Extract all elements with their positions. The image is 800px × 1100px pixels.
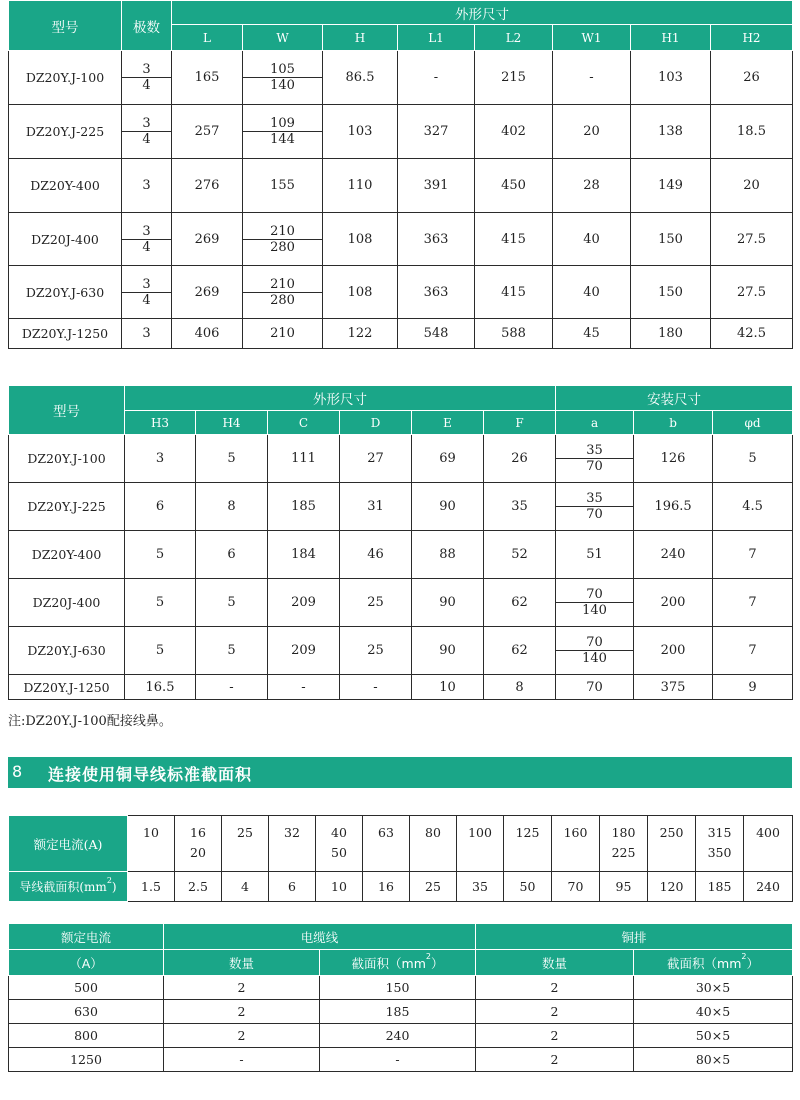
header-col: H2 — [711, 25, 793, 51]
table-row — [9, 105, 793, 159]
header-col: C — [268, 411, 340, 435]
table-row — [9, 435, 793, 483]
value-cell: 86.5 — [323, 51, 398, 105]
value-cell: 7 — [713, 579, 793, 627]
header-col: H1 — [631, 25, 711, 51]
table-row — [9, 51, 793, 105]
current-cell — [269, 816, 316, 872]
a-value: 35 — [586, 443, 603, 458]
cable-area: 150 — [320, 976, 476, 1000]
value-cell: 3 — [125, 435, 196, 483]
cable-busbar-table — [8, 923, 793, 1072]
value-cell: 110 — [323, 159, 398, 213]
a-value: 70 — [556, 675, 634, 700]
poles-value: 3 — [122, 319, 172, 349]
width-value: 210 — [243, 319, 323, 349]
width-value: 280 — [243, 239, 322, 255]
value-cell: 240 — [634, 531, 713, 579]
value-cell: 103 — [631, 51, 711, 105]
table-row — [9, 483, 793, 531]
value-cell: 588 — [475, 319, 553, 349]
bar-area: 80×5 — [634, 1048, 793, 1072]
section-number: 8 — [12, 762, 23, 781]
current-cell — [648, 816, 696, 872]
current-value: 1250 — [9, 1048, 164, 1072]
header-mounting-dimensions: 安装尺寸 — [556, 386, 793, 411]
value-cell: 4.5 — [713, 483, 793, 531]
value-cell: 8 — [484, 675, 556, 700]
current-cell — [410, 816, 457, 872]
value-cell: 138 — [631, 105, 711, 159]
current-cell — [363, 816, 410, 872]
value-cell: 327 — [398, 105, 475, 159]
footnote: 注:DZ20Y.J-100配接线鼻。 — [8, 714, 172, 729]
section-value: 10 — [316, 872, 363, 902]
table-row — [9, 1024, 793, 1048]
header-bar-area: 截面积$(mm^2)$ — [634, 950, 793, 976]
poles-value: 3 — [142, 62, 151, 77]
section-title: 连接使用铜导线标准截面积 — [48, 765, 253, 784]
section-value: 25 — [410, 872, 457, 902]
current-cell — [316, 816, 363, 872]
header-col: a — [556, 411, 634, 435]
value-cell: - — [196, 675, 268, 700]
current-value: 180 — [611, 825, 636, 840]
value-cell: 62 — [484, 579, 556, 627]
header-col: W — [243, 25, 323, 51]
cable-qty: 2 — [164, 976, 320, 1000]
current-cell — [552, 816, 600, 872]
poles-value: 3 — [142, 223, 151, 239]
width-value: 210 — [270, 276, 295, 292]
a-value: 70 — [556, 507, 633, 523]
header-outline-dimensions: 外形尺寸 — [172, 1, 793, 25]
value-cell: 108 — [323, 213, 398, 266]
value-cell: 6 — [125, 483, 196, 531]
value-cell: 111 — [268, 435, 340, 483]
cable-qty: 2 — [164, 1000, 320, 1024]
section-value: 70 — [552, 872, 600, 902]
value-cell: 215 — [475, 51, 553, 105]
value-cell: 31 — [340, 483, 412, 531]
poles-value: 4 — [122, 292, 171, 308]
section-value: 95 — [600, 872, 648, 902]
model-cell: DZ20Y-400 — [9, 159, 122, 213]
value-cell: 7 — [713, 531, 793, 579]
header-unit: （A） — [9, 950, 164, 976]
value-cell: 10 — [412, 675, 484, 700]
model-cell: DZ20Y.J-1250 — [9, 319, 122, 349]
bar-qty: 2 — [476, 1048, 634, 1072]
value-cell: 103 — [323, 105, 398, 159]
value-cell: 185 — [268, 483, 340, 531]
value-cell: 9 — [713, 675, 793, 700]
header-busbar: 铜排 — [476, 924, 793, 950]
current-cell — [600, 816, 648, 872]
value-cell: 90 — [412, 483, 484, 531]
width-value: 140 — [243, 78, 322, 94]
header-col: W1 — [553, 25, 631, 51]
value-cell: 5 — [713, 435, 793, 483]
value-cell: 5 — [196, 579, 268, 627]
table-row — [9, 675, 793, 700]
value-cell: 196.5 — [634, 483, 713, 531]
current-cell — [696, 816, 744, 872]
width-value: 144 — [243, 132, 322, 148]
value-cell: 402 — [475, 105, 553, 159]
poles-value: 3 — [122, 159, 172, 213]
value-cell: 165 — [172, 51, 243, 105]
value-cell: 7 — [713, 627, 793, 675]
a-value: 70 — [586, 587, 603, 602]
header-model: 型号 — [9, 1, 122, 51]
current-cell — [744, 816, 793, 872]
table-row — [9, 159, 793, 213]
value-cell: 415 — [475, 266, 553, 319]
model-cell: DZ20Y-400 — [9, 531, 125, 579]
current-value: 80 — [425, 825, 441, 840]
value-cell: 5 — [125, 531, 196, 579]
value-cell: 391 — [398, 159, 475, 213]
a-value: 35 — [586, 491, 603, 506]
value-cell: 450 — [475, 159, 553, 213]
current-value: 63 — [378, 825, 394, 840]
value-cell: 27.5 — [711, 266, 793, 319]
current-value: 400 — [756, 825, 780, 840]
current-value: 225 — [611, 845, 636, 860]
value-cell: 18.5 — [711, 105, 793, 159]
value-cell: 126 — [634, 435, 713, 483]
value-cell: 20 — [553, 105, 631, 159]
table-row — [9, 213, 793, 266]
header-cable-qty: 数量 — [164, 950, 320, 976]
value-cell: 5 — [125, 627, 196, 675]
current-value: 50 — [331, 845, 347, 860]
current-label: 额定电流(A) — [9, 816, 128, 872]
value-cell: 5 — [196, 627, 268, 675]
value-cell: 269 — [172, 213, 243, 266]
value-cell: 40 — [553, 266, 631, 319]
cable-qty: 2 — [164, 1024, 320, 1048]
current-value: 630 — [9, 1000, 164, 1024]
header-outline-dimensions: 外形尺寸 — [125, 386, 556, 411]
cable-area: - — [320, 1048, 476, 1072]
model-cell: DZ20Y.J-225 — [9, 105, 122, 159]
current-value: 10 — [143, 825, 159, 840]
header-model: 型号 — [9, 386, 125, 435]
current-row — [9, 816, 793, 872]
value-cell: 122 — [323, 319, 398, 349]
bar-qty: 2 — [476, 1024, 634, 1048]
current-value: 100 — [468, 825, 492, 840]
section-banner — [8, 757, 792, 788]
value-cell: 150 — [631, 213, 711, 266]
value-cell: 28 — [553, 159, 631, 213]
current-value: 25 — [237, 825, 253, 840]
header-rated-current: 额定电流 — [9, 924, 164, 950]
bar-area: 30×5 — [634, 976, 793, 1000]
header-col: E — [412, 411, 484, 435]
dimension-table-2 — [8, 385, 793, 700]
value-cell: 69 — [412, 435, 484, 483]
header-col: H3 — [125, 411, 196, 435]
value-cell: - — [398, 51, 475, 105]
header-cable-area: 截面积$(mm^2)$ — [320, 950, 476, 976]
value-cell: 26 — [484, 435, 556, 483]
current-value: 125 — [515, 825, 540, 840]
model-cell: DZ20J-400 — [9, 579, 125, 627]
cable-qty: - — [164, 1048, 320, 1072]
current-cell — [504, 816, 552, 872]
bar-qty: 2 — [476, 1000, 634, 1024]
value-cell: 363 — [398, 266, 475, 319]
bar-area: 40×5 — [634, 1000, 793, 1024]
section-value: 185 — [696, 872, 744, 902]
a-value: 140 — [556, 603, 633, 619]
current-value: 160 — [563, 825, 588, 840]
width-value: 105 — [270, 62, 295, 77]
value-cell: 200 — [634, 627, 713, 675]
header-col: L — [172, 25, 243, 51]
current-cell — [457, 816, 504, 872]
value-cell: 108 — [323, 266, 398, 319]
header-cable: 电缆线 — [164, 924, 476, 950]
a-value: 70 — [586, 635, 603, 650]
value-cell: 42.5 — [711, 319, 793, 349]
current-value: 40 — [331, 825, 347, 840]
value-cell: 276 — [172, 159, 243, 213]
model-cell: DZ20Y.J-100 — [9, 51, 122, 105]
table-row — [9, 627, 793, 675]
poles-value: 3 — [142, 116, 151, 131]
table-row — [9, 976, 793, 1000]
value-cell: 209 — [268, 579, 340, 627]
section-value: 120 — [648, 872, 696, 902]
current-cell — [128, 816, 175, 872]
a-value: 140 — [556, 651, 633, 667]
table-row — [9, 1048, 793, 1072]
bar-qty: 2 — [476, 976, 634, 1000]
section-value: 240 — [744, 872, 793, 902]
header-bar-qty: 数量 — [476, 950, 634, 976]
section-value: 6 — [269, 872, 316, 902]
value-cell: - — [340, 675, 412, 700]
value-cell: 8 — [196, 483, 268, 531]
value-cell: 26 — [711, 51, 793, 105]
value-cell: 90 — [412, 579, 484, 627]
value-cell: 150 — [631, 266, 711, 319]
model-cell: DZ20J-400 — [9, 213, 122, 266]
value-cell: 40 — [553, 213, 631, 266]
section-value: 4 — [222, 872, 269, 902]
header-col: F — [484, 411, 556, 435]
table-row — [9, 1000, 793, 1024]
value-cell: 269 — [172, 266, 243, 319]
value-cell: 25 — [340, 627, 412, 675]
section-value: 2.5 — [175, 872, 222, 902]
value-cell: 52 — [484, 531, 556, 579]
width-value: 109 — [270, 116, 295, 131]
value-cell: 200 — [634, 579, 713, 627]
value-cell: 88 — [412, 531, 484, 579]
header-poles: 极数 — [122, 1, 172, 51]
header-col: b — [634, 411, 713, 435]
value-cell: 27.5 — [711, 213, 793, 266]
bar-area: 50×5 — [634, 1024, 793, 1048]
current-value: 350 — [707, 845, 732, 860]
header-col: L2 — [475, 25, 553, 51]
value-cell: 257 — [172, 105, 243, 159]
a-value: 70 — [556, 459, 633, 475]
value-cell: 406 — [172, 319, 243, 349]
current-value: 500 — [9, 976, 164, 1000]
section-value: 50 — [504, 872, 552, 902]
value-cell: 5 — [125, 579, 196, 627]
value-cell: 363 — [398, 213, 475, 266]
value-cell: 548 — [398, 319, 475, 349]
header-col: H — [323, 25, 398, 51]
value-cell: - — [553, 51, 631, 105]
cable-area: 185 — [320, 1000, 476, 1024]
value-cell: 90 — [412, 627, 484, 675]
value-cell: 6 — [196, 531, 268, 579]
poles-value: 4 — [122, 132, 171, 148]
table-row — [9, 579, 793, 627]
table-row — [9, 531, 793, 579]
value-cell: 25 — [340, 579, 412, 627]
value-cell: 184 — [268, 531, 340, 579]
table-row — [9, 266, 793, 319]
conductor-section-table — [8, 815, 793, 902]
current-value: 16 — [190, 825, 206, 840]
model-cell: DZ20Y.J-630 — [9, 627, 125, 675]
section-value: 16 — [363, 872, 410, 902]
current-cell — [175, 816, 222, 872]
current-value: 315 — [707, 825, 732, 840]
section-value: 1.5 — [128, 872, 175, 902]
poles-value: 4 — [122, 239, 171, 255]
value-cell: 27 — [340, 435, 412, 483]
current-cell — [222, 816, 269, 872]
header-col: L1 — [398, 25, 475, 51]
value-cell: 45 — [553, 319, 631, 349]
cable-area: 240 — [320, 1024, 476, 1048]
header-col: D — [340, 411, 412, 435]
poles-value: 4 — [122, 78, 171, 94]
a-value: 51 — [556, 531, 634, 579]
value-cell: 20 — [711, 159, 793, 213]
value-cell: 415 — [475, 213, 553, 266]
value-cell: 5 — [196, 435, 268, 483]
value-cell: 62 — [484, 627, 556, 675]
table-row — [9, 319, 793, 349]
dimension-table-1 — [8, 0, 793, 349]
value-cell: 209 — [268, 627, 340, 675]
current-value: 32 — [284, 825, 300, 840]
model-cell: DZ20Y.J-225 — [9, 483, 125, 531]
section-value: 35 — [457, 872, 504, 902]
width-value: 210 — [270, 223, 295, 239]
header-col: φd — [713, 411, 793, 435]
section-label: 导线截面积$(mm^2)$ — [9, 872, 128, 902]
value-cell: 375 — [634, 675, 713, 700]
current-value: 20 — [190, 845, 206, 860]
value-cell: 46 — [340, 531, 412, 579]
value-cell: - — [268, 675, 340, 700]
current-value: 800 — [9, 1024, 164, 1048]
section-row — [9, 872, 793, 902]
model-cell: DZ20Y.J-630 — [9, 266, 122, 319]
value-cell: 35 — [484, 483, 556, 531]
model-cell: DZ20Y.J-1250 — [9, 675, 125, 700]
width-value: 280 — [243, 292, 322, 308]
width-value: 155 — [243, 159, 323, 213]
model-cell: DZ20Y.J-100 — [9, 435, 125, 483]
value-cell: 180 — [631, 319, 711, 349]
value-cell: 149 — [631, 159, 711, 213]
poles-value: 3 — [142, 276, 151, 292]
value-cell: 16.5 — [125, 675, 196, 700]
current-value: 250 — [659, 825, 684, 840]
header-col: H4 — [196, 411, 268, 435]
